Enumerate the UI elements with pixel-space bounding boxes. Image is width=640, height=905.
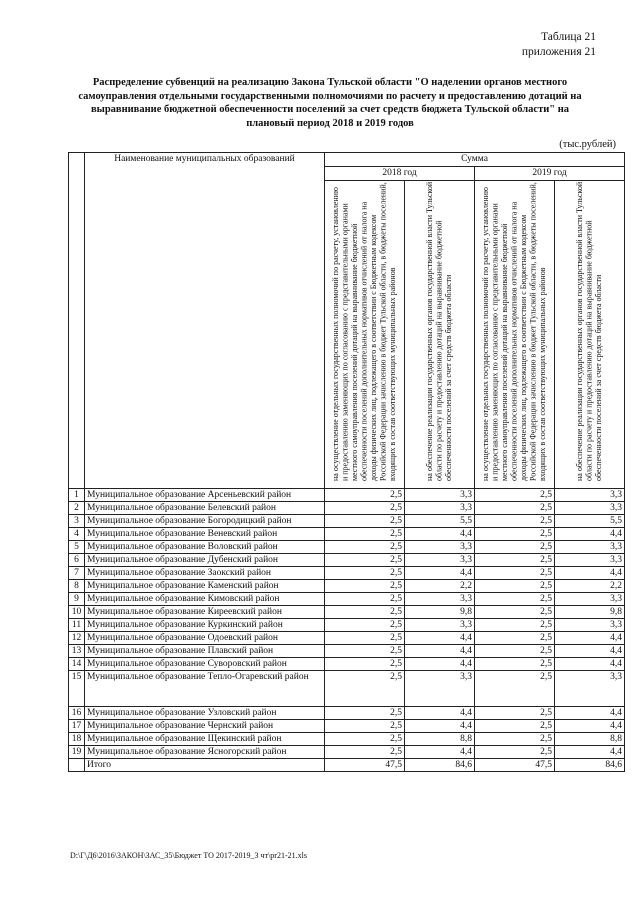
municipality-name: Муниципальное образование Плавский район [85, 645, 325, 658]
header-2019-implementation [555, 181, 625, 489]
value-2019-implementation: 3,3 [555, 619, 625, 632]
value-2018-delegated: 2,5 [325, 606, 405, 619]
header-2018-implementation [405, 181, 475, 489]
municipality-name: Муниципальное образование Одоевский район [85, 632, 325, 645]
municipality-name: Муниципальное образование Белевский район [85, 502, 325, 515]
value-2018-implementation: 4,4 [405, 567, 475, 580]
row-number: 3 [69, 515, 85, 528]
table-row [69, 733, 625, 746]
value-2018-implementation: 3,3 [405, 489, 475, 502]
header-2019-delegated [475, 181, 555, 489]
value-2019-delegated: 2,5 [475, 528, 555, 541]
table-row [69, 746, 625, 759]
value-2018-delegated: 2,5 [325, 528, 405, 541]
value-2019-delegated: 2,5 [475, 593, 555, 606]
value-2019-delegated: 2,5 [475, 502, 555, 515]
table-row [69, 658, 625, 671]
value-2019-implementation: 4,4 [555, 567, 625, 580]
row-number: 13 [69, 645, 85, 658]
value-2018-delegated: 2,5 [325, 593, 405, 606]
row-number: 17 [69, 720, 85, 733]
municipality-name: Муниципальное образование Тепло-Огаревский район [85, 671, 325, 707]
value-2019-delegated: 2,5 [475, 746, 555, 759]
municipality-name: Муниципальное образование Веневский район [85, 528, 325, 541]
municipality-name: Муниципальное образование Дубенский район [85, 554, 325, 567]
table-row [69, 645, 625, 658]
header-year-2019: 2019 год [475, 167, 625, 181]
value-2019-implementation: 4,4 [555, 707, 625, 720]
row-number: 18 [69, 733, 85, 746]
row-number: 7 [69, 567, 85, 580]
value-2018-implementation: 4,4 [405, 528, 475, 541]
row-number: 2 [69, 502, 85, 515]
value-2019-implementation: 3,3 [555, 502, 625, 515]
value-2019-delegated: 2,5 [475, 489, 555, 502]
row-number: 11 [69, 619, 85, 632]
value-2019-delegated: 2,5 [475, 515, 555, 528]
header-2018-delegated [325, 181, 405, 489]
value-2019-delegated: 2,5 [475, 554, 555, 567]
value-2018-implementation: 4,4 [405, 720, 475, 733]
table-body [69, 489, 625, 772]
value-2018-implementation: 9,8 [405, 606, 475, 619]
value-2019-delegated: 2,5 [475, 632, 555, 645]
value-2019-implementation: 4,4 [555, 658, 625, 671]
table-row [69, 567, 625, 580]
row-number: 1 [69, 489, 85, 502]
total-number-cell [69, 759, 85, 772]
value-2019-delegated: 2,5 [475, 733, 555, 746]
row-number: 12 [69, 632, 85, 645]
value-2019-implementation: 9,8 [555, 606, 625, 619]
value-2018-delegated: 2,5 [325, 632, 405, 645]
value-2018-implementation: 3,3 [405, 541, 475, 554]
row-number: 19 [69, 746, 85, 759]
value-2019-delegated: 2,5 [475, 671, 555, 707]
municipality-name: Муниципальное образование Каменский район [85, 580, 325, 593]
table-number: Таблица 21 [541, 31, 596, 43]
row-number: 6 [69, 554, 85, 567]
municipality-name: Муниципальное образование Богородицкий район [85, 515, 325, 528]
header-2018-delegated-text: на осуществление отдельных государственных полномочий по расчету, установлению и предоставлению заменяющих по согласованию с представительными органами местного самоуправления поселений дотаций на выравнивание бюджетной обеспеченности поселений дополнительных нормативов отчислений от налога на доходы физических лиц, подлежащего в соответствии с Бюджетным кодексом Российской Федерации зачислению в бюджет Тульской области, в бюджеты поселений, входящих в состав соответствующих муниципальных районов [331, 182, 398, 481]
value-2019-implementation: 4,4 [555, 632, 625, 645]
row-number: 8 [69, 580, 85, 593]
total-2018-delegated: 47,5 [325, 759, 405, 772]
value-2018-implementation: 3,3 [405, 554, 475, 567]
value-2018-delegated: 2,5 [325, 645, 405, 658]
table-row [69, 671, 625, 707]
municipality-name: Муниципальное образование Суворовский район [85, 658, 325, 671]
value-2019-delegated: 2,5 [475, 606, 555, 619]
total-label: Итого [85, 759, 325, 772]
value-2019-delegated: 2,5 [475, 567, 555, 580]
value-2018-implementation: 4,4 [405, 746, 475, 759]
value-2018-delegated: 2,5 [325, 746, 405, 759]
value-2018-delegated: 2,5 [325, 707, 405, 720]
municipality-name: Муниципальное образование Узловский район [85, 707, 325, 720]
header-number-cell [69, 153, 85, 489]
value-2018-delegated: 2,5 [325, 580, 405, 593]
total-2019-delegated: 47,5 [475, 759, 555, 772]
row-number: 14 [69, 658, 85, 671]
value-2019-implementation: 5,5 [555, 515, 625, 528]
value-2018-implementation: 4,4 [405, 658, 475, 671]
table-row [69, 619, 625, 632]
table-row [69, 606, 625, 619]
value-2018-delegated: 2,5 [325, 541, 405, 554]
table-row [69, 541, 625, 554]
file-path-footer: D:\Г\Д6\2016\ЗАКОН\ЗАС_35\Бюджет ТО 2017-2019_3 чт\pr21-21.xls [70, 851, 307, 860]
header-2019-implementation-text: на обеспечение реализации государственных органов государственной власти Тульской области по расчету и предоставлению дотаций на выравнивание бюджетной обеспеченности поселений за счет средств бюджета области [575, 181, 604, 481]
value-2019-implementation: 4,4 [555, 746, 625, 759]
value-2018-delegated: 2,5 [325, 619, 405, 632]
value-2019-delegated: 2,5 [475, 541, 555, 554]
value-2018-delegated: 2,5 [325, 515, 405, 528]
value-2019-implementation: 2,2 [555, 580, 625, 593]
value-2018-delegated: 2,5 [325, 733, 405, 746]
row-number: 15 [69, 671, 85, 707]
municipality-name: Муниципальное образование Киреевский район [85, 606, 325, 619]
table-row [69, 554, 625, 567]
municipality-name: Муниципальное образование Воловский район [85, 541, 325, 554]
value-2018-implementation: 3,3 [405, 502, 475, 515]
value-2018-implementation: 4,4 [405, 645, 475, 658]
header-sum: Сумма [325, 153, 625, 167]
value-2018-implementation: 5,5 [405, 515, 475, 528]
row-number: 9 [69, 593, 85, 606]
table-row [69, 515, 625, 528]
header-2018-implementation-text: на обеспечение реализации государственных органов государственной власти Тульской области по расчету и предоставлению дотаций на выравнивание бюджетной обеспеченности поселений за счет средств бюджета области [425, 181, 454, 481]
value-2018-delegated: 2,5 [325, 502, 405, 515]
value-2018-implementation: 3,3 [405, 619, 475, 632]
value-2018-implementation: 3,3 [405, 593, 475, 606]
total-2018-implementation: 84,6 [405, 759, 475, 772]
value-2019-implementation: 3,3 [555, 554, 625, 567]
municipality-name: Муниципальное образование Щекинский район [85, 733, 325, 746]
value-2019-implementation: 4,4 [555, 720, 625, 733]
municipality-name: Муниципальное образование Куркинский район [85, 619, 325, 632]
table-row [69, 528, 625, 541]
value-2019-implementation: 3,3 [555, 593, 625, 606]
municipality-name: Муниципальное образование Ясногорский район [85, 746, 325, 759]
document-title: Распределение субвенций на реализацию Закона Тульской области "О наделении органов местного самоуправления отдельными государственными полномочиями по расчету и предоставлению дотаций на выравнивание бюджетной обеспеченности поселений за счет средств бюджета Тульской области" на плановый период 2018 и 2019 годов [78, 77, 582, 129]
value-2018-delegated: 2,5 [325, 489, 405, 502]
value-2018-delegated: 2,5 [325, 671, 405, 707]
table-row [69, 632, 625, 645]
table-row [69, 593, 625, 606]
units-label: (тыс.рублей) [559, 139, 616, 150]
row-number: 5 [69, 541, 85, 554]
row-number: 10 [69, 606, 85, 619]
value-2019-implementation: 3,3 [555, 541, 625, 554]
total-row [69, 759, 625, 772]
value-2018-delegated: 2,5 [325, 567, 405, 580]
table-row [69, 720, 625, 733]
header-2019-delegated-text: на осуществление отдельных государственных полномочий по расчету, установлению и предоставлению заменяющих по согласованию с представительными органами местного самоуправления поселений дотаций на выравнивание бюджетной обеспеченности поселений дополнительных нормативов отчислений от налога на доходы физических лиц, подлежащего в соответствии с Бюджетным кодексом Российской Федерации зачислению в бюджет Тульской области, в бюджеты поселений, входящих в состав соответствующих муниципальных районов [481, 182, 548, 481]
header-year-2018: 2018 год [325, 167, 475, 181]
value-2018-implementation: 8,8 [405, 733, 475, 746]
value-2019-delegated: 2,5 [475, 720, 555, 733]
table-row [69, 707, 625, 720]
header-name: Наименование муниципальных образований [85, 153, 325, 489]
value-2019-implementation: 3,3 [555, 489, 625, 502]
row-number: 16 [69, 707, 85, 720]
table-row [69, 489, 625, 502]
value-2018-implementation: 2,2 [405, 580, 475, 593]
value-2018-implementation: 3,3 [405, 671, 475, 707]
value-2019-implementation: 3,3 [555, 671, 625, 707]
value-2019-delegated: 2,5 [475, 658, 555, 671]
value-2018-delegated: 2,5 [325, 658, 405, 671]
municipality-name: Муниципальное образование Чернский район [85, 720, 325, 733]
municipality-name: Муниципальное образование Кимовский район [85, 593, 325, 606]
municipality-name: Муниципальное образование Арсеньевский район [85, 489, 325, 502]
appendix-label: приложения 21 [521, 46, 596, 58]
value-2019-delegated: 2,5 [475, 707, 555, 720]
value-2019-delegated: 2,5 [475, 619, 555, 632]
value-2019-delegated: 2,5 [475, 645, 555, 658]
value-2018-delegated: 2,5 [325, 720, 405, 733]
total-2019-implementation: 84,6 [555, 759, 625, 772]
value-2019-implementation: 8,8 [555, 733, 625, 746]
value-2019-delegated: 2,5 [475, 580, 555, 593]
row-number: 4 [69, 528, 85, 541]
table-row [69, 580, 625, 593]
value-2018-delegated: 2,5 [325, 554, 405, 567]
municipality-name: Муниципальное образование Заокский район [85, 567, 325, 580]
table-row [69, 502, 625, 515]
value-2019-implementation: 4,4 [555, 645, 625, 658]
value-2018-implementation: 4,4 [405, 707, 475, 720]
value-2019-implementation: 4,4 [555, 528, 625, 541]
subsidy-table [68, 152, 625, 772]
value-2018-implementation: 4,4 [405, 632, 475, 645]
